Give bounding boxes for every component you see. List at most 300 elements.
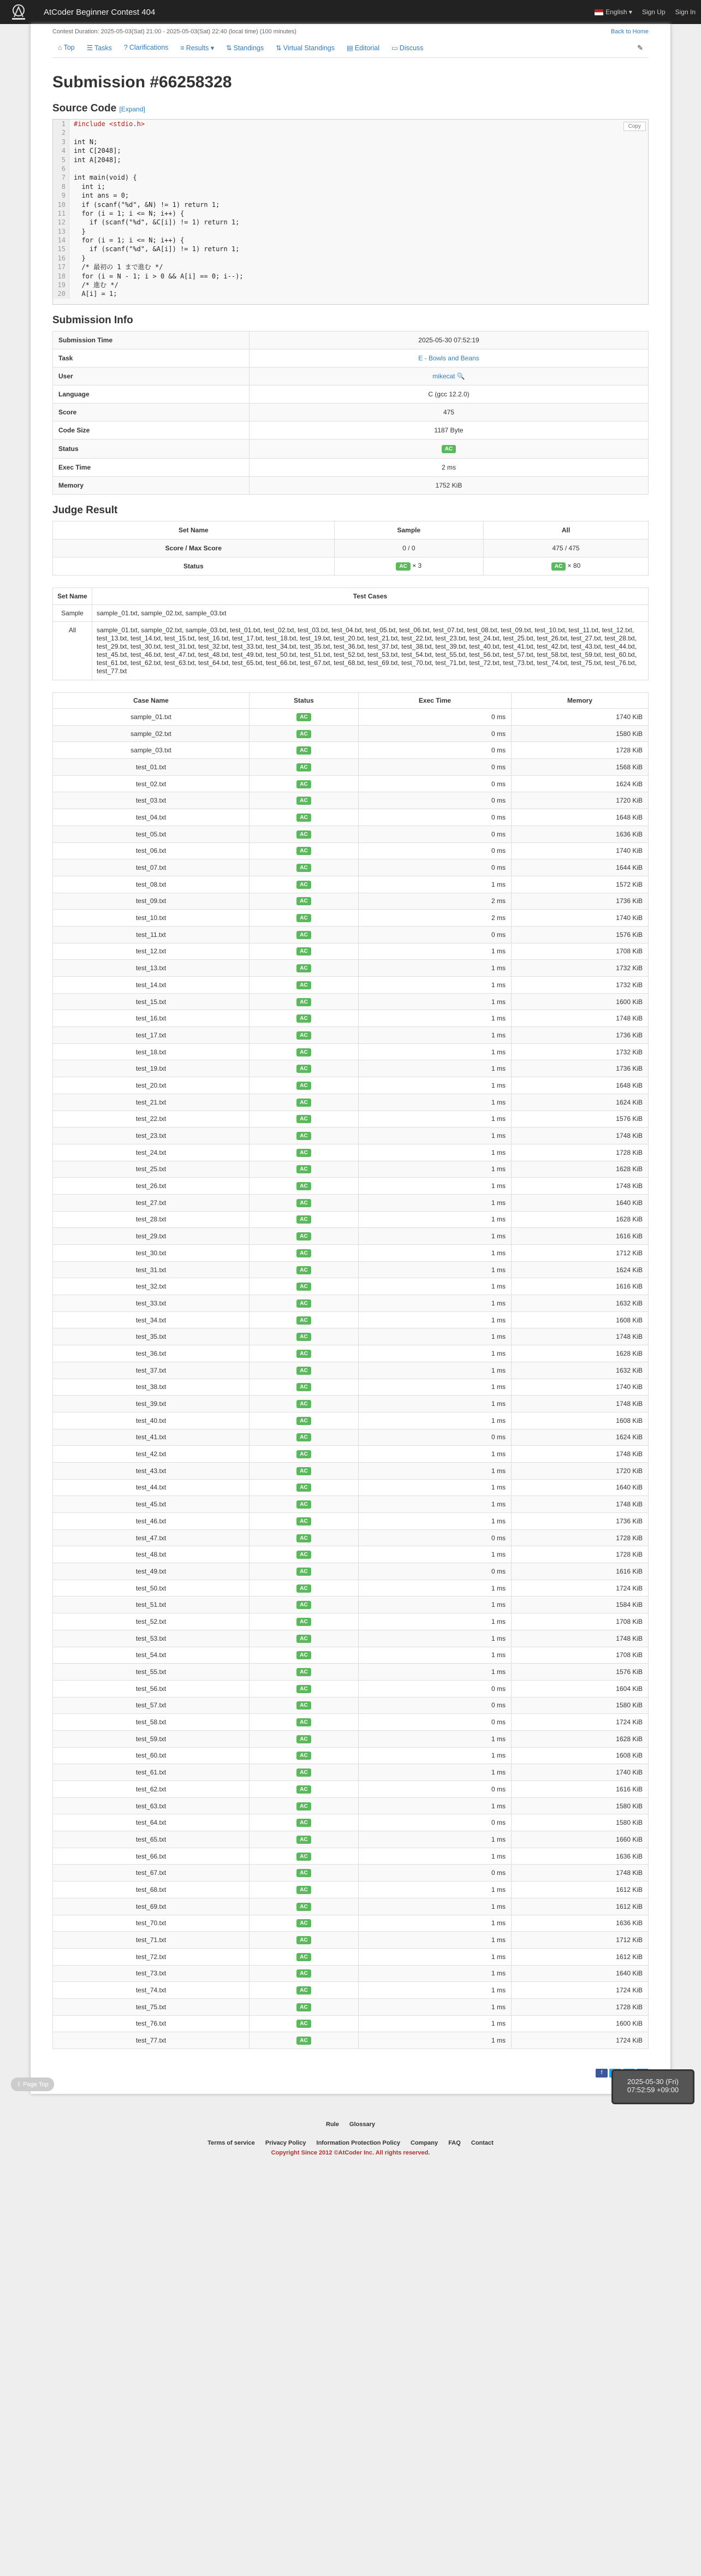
table-row <box>53 1446 649 1463</box>
case-exec-time: 1 ms <box>359 1462 512 1479</box>
status-badge: AC <box>296 947 311 955</box>
case-name: test_33.txt <box>53 1295 249 1312</box>
code-line <box>53 146 648 155</box>
code-text: } <box>74 254 86 262</box>
case-memory: 1616 KiB <box>512 1563 649 1580</box>
submission-info-heading: Submission Info <box>52 314 133 326</box>
status-badge: AC <box>296 1299 311 1308</box>
case-name: test_11.txt <box>53 926 249 943</box>
table-row <box>53 1982 649 1999</box>
status-badge: AC <box>296 746 311 755</box>
table-row <box>53 1948 649 1965</box>
table-row <box>53 367 649 385</box>
case-exec-time: 1 ms <box>359 1178 512 1195</box>
case-exec-time: 0 ms <box>359 792 512 809</box>
code-line <box>53 281 648 289</box>
table-row <box>53 605 649 622</box>
status-badge: AC <box>296 1450 311 1458</box>
table-row <box>53 1111 649 1127</box>
case-status <box>249 1764 359 1781</box>
facebook-share-icon[interactable]: f <box>596 2069 608 2078</box>
case-status <box>249 842 359 859</box>
case-status <box>249 1865 359 1881</box>
table-row <box>53 842 649 859</box>
case-status <box>249 2015 359 2032</box>
status-badge: AC <box>296 1149 311 1157</box>
code-text: int C[2048]; <box>74 147 121 155</box>
case-status <box>249 1412 359 1429</box>
case-status <box>249 1881 359 1898</box>
code-line <box>53 254 648 263</box>
contest-title-link[interactable]: AtCoder Beginner Contest 404 <box>44 7 156 17</box>
status-badge: AC <box>296 1936 311 1944</box>
status-badge: AC <box>296 1383 311 1391</box>
line-number: 11 <box>53 209 69 218</box>
case-exec-time: 1 ms <box>359 1027 512 1044</box>
column-header: Status <box>249 693 359 709</box>
case-name: test_16.txt <box>53 1010 249 1027</box>
info-key: Submission Time <box>53 331 249 349</box>
case-exec-time: 0 ms <box>359 1563 512 1580</box>
case-memory: 1660 KiB <box>512 1831 649 1848</box>
clock-time: 07:52:59 +09:00 <box>627 2086 679 2094</box>
case-name: test_72.txt <box>53 1948 249 1965</box>
case-name: test_42.txt <box>53 1446 249 1463</box>
case-exec-time: 0 ms <box>359 859 512 876</box>
case-name: test_45.txt <box>53 1496 249 1513</box>
case-memory: 1584 KiB <box>512 1596 649 1613</box>
status-badge: AC <box>296 1333 311 1341</box>
pencil-icon[interactable]: ✎ <box>637 44 643 52</box>
case-name: test_53.txt <box>53 1630 249 1647</box>
sign-in-link[interactable]: Sign In <box>675 8 696 16</box>
case-memory: 1728 KiB <box>512 1998 649 2015</box>
case-memory: 1576 KiB <box>512 926 649 943</box>
footer-link-glossary[interactable]: Glossary <box>349 2121 375 2128</box>
case-name: test_29.txt <box>53 1228 249 1245</box>
case-name: test_46.txt <box>53 1513 249 1530</box>
status-badge: AC <box>296 897 311 905</box>
case-exec-time: 2 ms <box>359 910 512 927</box>
footer-link-company[interactable]: Company <box>411 2140 438 2146</box>
line-number: 20 <box>53 289 69 298</box>
case-status <box>249 1965 359 1982</box>
column-header: Test Cases <box>92 588 649 605</box>
case-exec-time: 0 ms <box>359 775 512 792</box>
code-line <box>53 138 648 146</box>
contest-duration: Contest Duration: 2025-05-03(Sat) 21:00 - 2025-05-03(Sat) 22:40 (local time) (100 minutes) <box>52 28 296 35</box>
case-exec-time: 1 ms <box>359 1345 512 1362</box>
case-status <box>249 1261 359 1278</box>
code-line <box>53 245 648 253</box>
case-exec-time: 1 ms <box>359 1446 512 1463</box>
case-memory: 1632 KiB <box>512 1295 649 1312</box>
case-exec-time: 0 ms <box>359 826 512 842</box>
column-header: Case Name <box>53 693 249 709</box>
case-memory: 1616 KiB <box>512 1781 649 1798</box>
tab-label: Top <box>63 44 75 51</box>
book-icon: ▤ <box>347 44 353 52</box>
case-exec-time: 1 ms <box>359 1245 512 1262</box>
case-exec-time: 1 ms <box>359 1412 512 1429</box>
case-memory: 1748 KiB <box>512 1178 649 1195</box>
case-name: sample_01.txt <box>53 709 249 726</box>
code-line <box>53 218 648 227</box>
status-badge: AC <box>296 1685 311 1693</box>
status-badge: AC <box>296 814 311 822</box>
sort-icon: ⇅ <box>276 44 282 52</box>
language-selector[interactable]: English ▾ <box>595 8 632 16</box>
table-row <box>53 893 649 910</box>
case-name: test_28.txt <box>53 1211 249 1228</box>
case-exec-time: 0 ms <box>359 1781 512 1798</box>
case-exec-time: 0 ms <box>359 1429 512 1446</box>
status-badge: AC <box>296 931 311 939</box>
case-memory: 1624 KiB <box>512 1094 649 1111</box>
case-name: test_43.txt <box>53 1462 249 1479</box>
status-badge: AC <box>296 1635 311 1643</box>
case-exec-time: 1 ms <box>359 1831 512 1848</box>
case-name: test_34.txt <box>53 1311 249 1328</box>
task-link[interactable]: E - Bowls and Beans <box>418 354 479 362</box>
case-exec-time: 1 ms <box>359 1060 512 1077</box>
case-status <box>249 1027 359 1044</box>
table-row <box>53 1563 649 1580</box>
column-header: Sample <box>334 521 483 539</box>
case-exec-time: 0 ms <box>359 1697 512 1714</box>
case-exec-time: 0 ms <box>359 1529 512 1546</box>
table-row <box>53 1998 649 2015</box>
list-icon: ≡ <box>180 44 185 52</box>
code-text: /* 最初の 1 まで進む */ <box>74 263 163 271</box>
status-badge: AC <box>296 1919 311 1927</box>
footer-link-rule[interactable]: Rule <box>326 2121 339 2128</box>
table-row <box>53 1898 649 1915</box>
copyright: Copyright Since 2012 ©AtCoder Inc. All rights reserved. <box>271 2150 430 2156</box>
case-name: test_21.txt <box>53 1094 249 1111</box>
case-name: test_48.txt <box>53 1546 249 1563</box>
case-name: test_27.txt <box>53 1194 249 1211</box>
fixed-clock <box>611 2069 694 2104</box>
case-name: test_49.txt <box>53 1563 249 1580</box>
code-text: for (i = N - 1; i > 0 && A[i] == 0; i--); <box>74 272 243 280</box>
table-row <box>53 1747 649 1764</box>
case-name: test_54.txt <box>53 1647 249 1664</box>
table-row <box>53 1848 649 1865</box>
case-name: test_32.txt <box>53 1278 249 1295</box>
table-row <box>53 1462 649 1479</box>
case-status <box>249 1982 359 1999</box>
case-status <box>249 1680 359 1697</box>
case-exec-time: 1 ms <box>359 1161 512 1178</box>
column-header: All <box>484 521 649 539</box>
case-memory: 1724 KiB <box>512 1982 649 1999</box>
case-memory: 1628 KiB <box>512 1345 649 1362</box>
status-badge: AC <box>296 1819 311 1827</box>
table-row <box>53 742 649 759</box>
table-row <box>53 1664 649 1681</box>
source-code-box <box>52 119 649 305</box>
code-text: int N; <box>74 138 98 146</box>
case-status <box>249 809 359 826</box>
page-top-button[interactable] <box>11 2078 54 2091</box>
case-exec-time: 1 ms <box>359 1915 512 1932</box>
case-status <box>249 1529 359 1546</box>
case-memory: 1736 KiB <box>512 1027 649 1044</box>
case-status <box>249 1998 359 2015</box>
case-memory: 1636 KiB <box>512 826 649 842</box>
status-badge: AC <box>296 1215 311 1224</box>
footer-link-info-protection[interactable]: Information Protection Policy <box>316 2140 400 2146</box>
case-exec-time: 1 ms <box>359 1211 512 1228</box>
case-status <box>249 1932 359 1949</box>
case-status <box>249 1613 359 1630</box>
main-container <box>31 24 670 2094</box>
table-row <box>53 1010 649 1027</box>
table-row <box>53 1764 649 1781</box>
case-exec-time: 1 ms <box>359 1613 512 1630</box>
info-key: Status <box>53 440 249 459</box>
footer-link-contact[interactable]: Contact <box>471 2140 494 2146</box>
footer-link-faq[interactable]: FAQ <box>448 2140 461 2146</box>
table-row <box>53 1580 649 1596</box>
case-status <box>249 1714 359 1731</box>
case-name: test_76.txt <box>53 2015 249 2032</box>
case-status <box>249 1111 359 1127</box>
code-text: for (i = 1; i <= N; i++) { <box>74 209 185 217</box>
table-row <box>53 385 649 403</box>
case-memory: 1608 KiB <box>512 1747 649 1764</box>
case-memory: 1612 KiB <box>512 1881 649 1898</box>
case-memory: 1748 KiB <box>512 1496 649 1513</box>
case-exec-time: 1 ms <box>359 1630 512 1647</box>
case-name: test_38.txt <box>53 1379 249 1396</box>
status-badge: AC <box>296 1232 311 1240</box>
case-memory: 1708 KiB <box>512 1647 649 1664</box>
case-exec-time: 1 ms <box>359 1965 512 1982</box>
case-exec-time: 1 ms <box>359 1546 512 1563</box>
magnifier-icon[interactable]: 🔍 <box>456 372 465 380</box>
case-name: test_04.txt <box>53 809 249 826</box>
case-memory: 1748 KiB <box>512 1328 649 1345</box>
case-exec-time: 1 ms <box>359 1881 512 1898</box>
expand-link[interactable]: [Expand] <box>119 105 145 113</box>
case-status <box>249 1379 359 1396</box>
sign-up-link[interactable]: Sign Up <box>641 8 666 16</box>
status-badge: AC <box>296 1718 311 1726</box>
case-memory: 1732 KiB <box>512 960 649 977</box>
case-status <box>249 826 359 842</box>
case-status <box>249 993 359 1010</box>
case-name: test_59.txt <box>53 1730 249 1747</box>
tasks-icon: ☰ <box>86 44 93 52</box>
case-memory: 1624 KiB <box>512 1429 649 1446</box>
case-status <box>249 1228 359 1245</box>
code-text: if (scanf("%d", &A[i]) != 1) return 1; <box>74 245 240 253</box>
tab-label: Editorial <box>354 44 379 52</box>
case-status <box>249 1496 359 1513</box>
code-text: #include <stdio.h> <box>74 120 145 128</box>
tab-standings[interactable] <box>226 44 264 52</box>
info-key: Language <box>53 385 249 403</box>
case-exec-time: 1 ms <box>359 1328 512 1345</box>
case-memory: 1580 KiB <box>512 1697 649 1714</box>
case-name: test_23.txt <box>53 1127 249 1144</box>
case-memory: 1736 KiB <box>512 893 649 910</box>
case-name: test_14.txt <box>53 977 249 994</box>
case-name: test_31.txt <box>53 1261 249 1278</box>
case-exec-time: 0 ms <box>359 725 512 742</box>
case-exec-time: 1 ms <box>359 1295 512 1312</box>
comment-icon: ▭ <box>391 44 398 52</box>
table-row <box>53 1245 649 1262</box>
case-name: test_51.txt <box>53 1596 249 1613</box>
case-memory: 1732 KiB <box>512 977 649 994</box>
case-status <box>249 1898 359 1915</box>
case-memory: 1608 KiB <box>512 1412 649 1429</box>
table-row <box>53 1412 649 1429</box>
status-badge: AC <box>296 1568 311 1576</box>
status-badge: AC <box>296 1768 311 1777</box>
table-row <box>53 1328 649 1345</box>
case-exec-time: 1 ms <box>359 960 512 977</box>
case-status <box>249 1797 359 1814</box>
tab-results[interactable]: ≡ Results ▾ <box>180 44 215 52</box>
table-row <box>53 1311 649 1328</box>
status-badge: AC <box>296 1316 311 1325</box>
tab-top[interactable] <box>58 44 75 52</box>
table-row <box>53 1915 649 1932</box>
status-badge: AC <box>296 2037 311 2045</box>
case-status <box>249 1295 359 1312</box>
status-badge: AC <box>296 763 311 771</box>
status-badge: AC <box>296 780 311 788</box>
table-row <box>53 993 649 1010</box>
status-badge: AC <box>296 964 311 972</box>
case-status <box>249 1563 359 1580</box>
case-status <box>249 926 359 943</box>
line-number: 4 <box>53 146 69 155</box>
tab-discuss[interactable] <box>391 44 424 52</box>
footer-link-terms[interactable]: Terms of service <box>207 2140 255 2146</box>
table-row <box>53 1932 649 1949</box>
table-row <box>53 331 649 349</box>
line-number: 10 <box>53 200 69 209</box>
case-memory: 1708 KiB <box>512 1613 649 1630</box>
status-badge: AC <box>296 1500 311 1509</box>
table-row <box>53 1647 649 1664</box>
case-status <box>249 742 359 759</box>
case-memory: 1612 KiB <box>512 1948 649 1965</box>
table-row <box>53 910 649 927</box>
atcoder-logo[interactable] <box>5 2 32 22</box>
table-row <box>53 1295 649 1312</box>
language-label: English <box>605 8 627 16</box>
case-exec-time: 1 ms <box>359 1496 512 1513</box>
case-memory: 1616 KiB <box>512 1228 649 1245</box>
code-text: int A[2048]; <box>74 156 121 164</box>
case-memory: 1600 KiB <box>512 993 649 1010</box>
status-badge: AC <box>396 562 410 571</box>
footer-link-privacy[interactable]: Privacy Policy <box>265 2140 306 2146</box>
case-memory: 1576 KiB <box>512 1111 649 1127</box>
case-exec-time: 1 ms <box>359 1747 512 1764</box>
case-status <box>249 977 359 994</box>
status-badge: AC <box>296 847 311 855</box>
case-status <box>249 759 359 776</box>
case-exec-time: 1 ms <box>359 1127 512 1144</box>
code-line <box>53 182 648 191</box>
user-link[interactable]: mikecat <box>432 372 455 380</box>
case-exec-time: 0 ms <box>359 759 512 776</box>
case-exec-time: 1 ms <box>359 1580 512 1596</box>
status-badge: AC <box>296 981 311 989</box>
case-name: test_41.txt <box>53 1429 249 1446</box>
info-key: Exec Time <box>53 459 249 477</box>
table-row <box>53 826 649 842</box>
case-memory: 1720 KiB <box>512 792 649 809</box>
submission-info-table <box>52 331 649 495</box>
status-badge: AC <box>296 1199 311 1207</box>
code-text: A[i] = 1; <box>74 290 117 298</box>
case-name: test_77.txt <box>53 2032 249 2049</box>
case-memory: 1648 KiB <box>512 809 649 826</box>
case-exec-time: 0 ms <box>359 1714 512 1731</box>
status-badge: AC <box>296 1165 311 1173</box>
status-badge: AC <box>296 1853 311 1861</box>
tab-virtual-standings[interactable] <box>276 44 335 52</box>
table-row <box>53 1178 649 1195</box>
status-badge: AC <box>296 1802 311 1811</box>
tab-clarifications[interactable] <box>124 44 169 52</box>
status-badge: AC <box>296 1517 311 1526</box>
tab-editorial[interactable] <box>347 44 379 52</box>
case-memory: 1644 KiB <box>512 859 649 876</box>
case-status <box>249 1915 359 1932</box>
code-line <box>53 289 648 298</box>
case-name: test_13.txt <box>53 960 249 977</box>
status-badge: AC <box>296 1249 311 1257</box>
code-text: if (scanf("%d", &N) != 1) return 1; <box>74 200 220 209</box>
status-count: × 80 <box>567 562 581 569</box>
tab-tasks[interactable] <box>87 44 112 52</box>
set-name: All <box>53 622 92 680</box>
status-badge: AC <box>296 1584 311 1593</box>
case-memory: 1728 KiB <box>512 1546 649 1563</box>
copy-button[interactable]: Copy <box>623 122 646 131</box>
case-memory: 1740 KiB <box>512 709 649 726</box>
case-name: test_15.txt <box>53 993 249 1010</box>
case-status <box>249 1462 359 1479</box>
case-exec-time: 0 ms <box>359 842 512 859</box>
case-name: test_18.txt <box>53 1043 249 1060</box>
status-badge: AC <box>296 1903 311 1911</box>
case-exec-time: 1 ms <box>359 1111 512 1127</box>
code-line <box>53 120 648 128</box>
status-badge: AC <box>296 1266 311 1274</box>
case-memory: 1568 KiB <box>512 759 649 776</box>
status-badge: AC <box>296 1618 311 1626</box>
table-row <box>53 876 649 893</box>
table-row <box>53 926 649 943</box>
case-exec-time: 1 ms <box>359 977 512 994</box>
case-name: test_64.txt <box>53 1814 249 1831</box>
case-memory: 1576 KiB <box>512 1664 649 1681</box>
table-row <box>53 1797 649 1814</box>
table-row <box>53 1043 649 1060</box>
back-to-home-link[interactable]: Back to Home <box>610 28 649 35</box>
case-status <box>249 1328 359 1345</box>
